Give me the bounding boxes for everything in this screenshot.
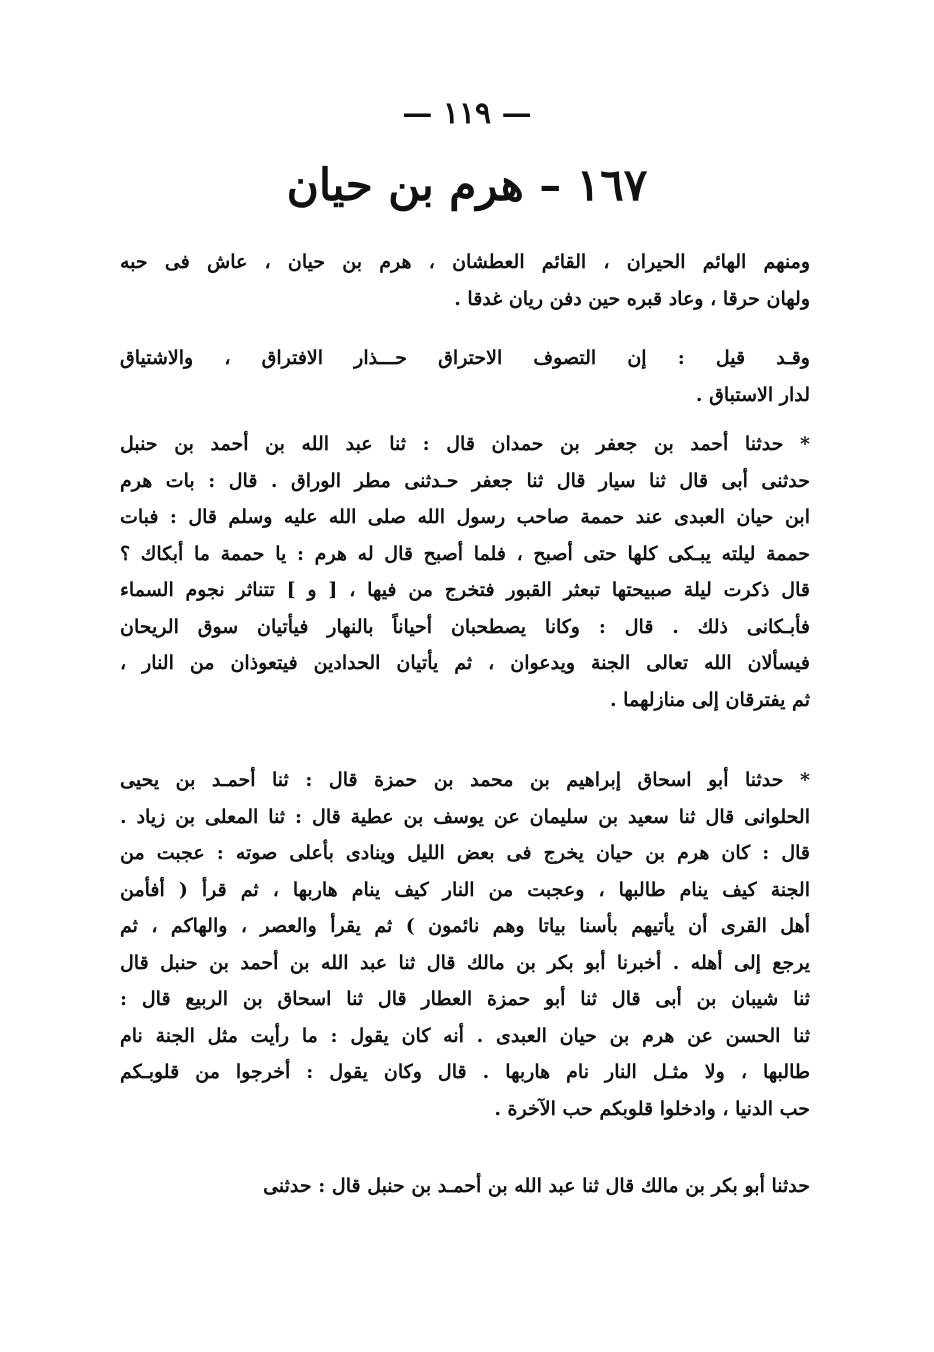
text-line: ثم يفترقان إلى منازلهما . [609,688,810,711]
text-line: * حدثنا أحمد بن جعفر بن حمدان قال : ثنا عبد الله بن أحمد بن حنبل [120,433,810,455]
chapter-title: ١٦٧ – هرم بن حيان [286,160,648,211]
text-line: ومنهم الهائم الحيران ، القائم العطشان ، هرم بن حيان ، عاش فى حبه [120,251,810,273]
text-line: ثنا شيبان بن أبى قال ثنا أبو حمزة العطار قال ثنا اسحاق بن الربيع قال : [120,988,810,1010]
text-line: فيسألان الله تعالى الجنة ويدعوان ، ثم يأتيان الحدادين فيتعوذان من النار ، [120,652,810,674]
text-line: حدثنا أبو بكر بن مالك قال ثنا عبد الله بن أحمـد بن حنبل قال : حدثنى [263,1175,810,1197]
text-line: الجنة كيف ينام طالبها ، وعجبت من النار كيف ينام هاربها ، ثم قرأ ( أفأمن [120,878,810,901]
paragraph-hadith-2 [120,762,810,1127]
paragraph-hadith-3 [120,1168,810,1205]
text-line: قال ذكرت ليلة صبيحتها تبعثر القبور فتخرج من فيها ، [ و ] تتناثر نجوم السماء [120,579,810,601]
text-line: * حدثنا أبو اسحاق إبراهيم بن محمد بن حمزة قال : ثنا أحمـد بن يحيى [120,769,810,791]
page-number: — ١١٩ — [402,96,532,131]
text-line: ابن حيان العبدى عند حممة صاحب رسول الله صلى الله عليه وسلم قال : فبات [120,506,810,528]
paragraph-hadith-1 [120,426,810,718]
text-line: ثنا الحسن عن هرم بن حيان العبدى . أنه كان يقول : ما رأيت مثل الجنة نام [120,1024,810,1047]
text-line: ولهان حرقا ، وعاد قبره حين دفن ريان غدقا . [454,287,810,310]
text-line: فأبـكانى ذلك . قال : وكانا يصطحبان أحياناً بالنهار فيأتيان سوق الريحان [120,615,810,638]
text-line: يرجع إلى أهله . أخبرنا أبو بكر بن مالك قال ثنا عبد الله بن أحمد بن حنبل قال [120,951,810,974]
text-line: حممة ليلته يبـكى كلها حتى أصبح ، فلما أصبح قال له هرم : يا حممة ما أبكاك ؟ [120,542,810,565]
paragraph-intro [120,244,810,317]
text-line: حب الدنيا ، وادخلوا قلوبكم حب الآخرة . [494,1097,810,1120]
text-line: أهل القرى أن يأتيهم بأسنا بياتا وهم نائمون ) ثم يقرأ والعصر ، والهاكم ، ثم [120,915,810,937]
text-line: قال : كان هرم بن حيان يخرج فى بعض الليل وينادى بأعلى صوته : عجبت من [120,842,810,864]
paragraph-sufism [120,340,810,413]
text-line: حدثنى أبى قال ثنا سيار قال ثنا جعفر حـدثنى مطر الوراق . قال : بات هرم [120,469,810,492]
text-line: الحلوانى قال ثنا سعيد بن سليمان عن يوسف بن عطية قال : ثنا المعلى بن زياد . [120,805,810,828]
text-line: وقـد قيل : إن التصوف الاحتراق حـــذار الافتراق ، والاشتياق [120,347,810,369]
text-line: لدار الاستباق . [695,383,810,406]
text-line: طالبها ، ولا مثـل النار نام هاربها . قال وكان يقول : أخرجوا من قلوبـكم [120,1061,810,1083]
